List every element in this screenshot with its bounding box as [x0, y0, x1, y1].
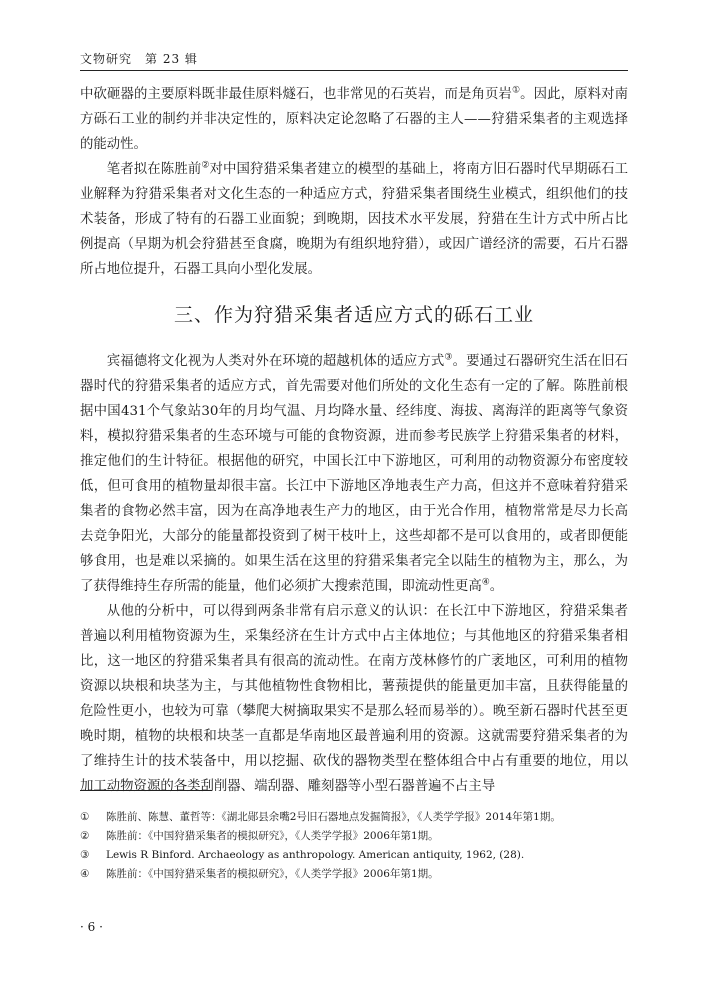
footnote-4-text: 陈胜前：《中国狩猎采集者的模拟研究》，《人类学学报》2006年第1期。: [106, 868, 439, 880]
paragraph-3: [80, 349, 628, 599]
footnote-2-mark: ②: [80, 830, 90, 842]
footnote-1-text: 陈胜前、陈慧、董哲等：《湖北郧县余嘴2号旧石器地点发掘简报》，《人类学学报》2014年第1期。: [106, 811, 561, 823]
paragraph-3-text: 宾福德将文化视为人类对外在环境的超越机体的适应方式: [106, 354, 445, 369]
footnote-ref-4[interactable]: ④: [481, 577, 490, 588]
footnote-3: [80, 846, 628, 865]
running-header: 文物研究 第 23 辑: [80, 52, 198, 66]
page-number: · 6 ·: [80, 920, 103, 934]
footnote-divider: [80, 790, 212, 791]
footnote-3-mark: ③: [80, 849, 90, 861]
paragraph-1: [80, 82, 628, 157]
footnote-4: [80, 865, 628, 884]
paragraph-4: [80, 599, 628, 799]
footnote-1: [80, 808, 628, 827]
body-text: [80, 82, 628, 799]
header-divider: [80, 70, 628, 71]
footnote-ref-3[interactable]: ③: [444, 352, 453, 363]
footnote-3-text: Lewis R Binford. Archaeology as anthropology. American antiquity, 1962, (28).: [106, 849, 525, 861]
footnote-4-mark: ④: [80, 868, 90, 880]
paragraph-1-tail: 。因此，原料对南方砾石工业的制约并非决定性的，原料决定论忽略了石器的主人——狩猎采集者的主观选择的能动性。: [80, 87, 629, 152]
paragraph-4-text: 从他的分析中，可以得到两条非常有启示意义的认识：在长江中下游地区，狩猎采集者普遍以利用植物资源为生，采集经济在生计方式中占主体地位；与其他地区的狩猎采集者相比，这一地区的狩猎采集者具有很高的流动性。在南方茂林修竹的广袤地区，可利用的植物资源以块根和块茎为主，与其他植物性食物相比，薯蓣提供的能量更加丰富，且获得能量的危险性更小，也较为可靠（攀爬大树摘取果实不是那么轻而易举的）。晚至新石器时代甚至更晚时期，植物的块根和块茎一直都是华南地区最普遍利用的资源。这就需要狩猎采集者的为了维持生计的技术装备中，用以挖掘、砍伐的器物类型在整体组合中占有重要的地位，用以加工动物资源的各类刮削器、端刮器、雕刻器等小型石器普遍不占主导: [80, 604, 628, 794]
footnote-2-text: 陈胜前：《中国狩猎采集者的模拟研究》，《人类学学报》2006年第1期。: [106, 830, 439, 842]
section-title: 三、作为狩猎采集者适应方式的砾石工业: [173, 304, 534, 326]
paragraph-3-tail: 。要通过石器研究生活在旧石器时代的狩猎采集者的适应方式，首先需要对他们所处的文化生态有一定的了解。陈胜前根据中国431个气象站30年的月均气温、月均降水量、经纬度、海拔、离海洋的距离等气象资料，模拟狩猎采集者的生态环境与可能的食物资源，进而参考民族学上狩猎采集者的材料，推定他们的生计特征。根据他的研究，中国长江中下游地区，可利用的动物资源分布密度较低，但可食用的植物量却很丰富。长江中下游地区净地表生产力高，但这并不意味着狩猎采集者的食物必然丰富，因为在高净地表生产力的地区，由于光合作用，植物常常是尽力长高去竞争阳光，大部分的能量都投资到了树干枝叶上，这些却都不是可以食用的，或者即便能够食用，也是难以采摘的。如果生活在这里的狩猎采集者完全以陆生的植物为主，那么，为了获得维持生存所需的能量，他们必须扩大搜索范围，即流动性更高: [80, 354, 629, 594]
footnote-1-mark: ①: [80, 811, 90, 823]
paragraph-3-end: 。: [489, 579, 504, 594]
footnote-2: [80, 827, 628, 846]
paragraph-2-text: 笔者拟在陈胜前: [106, 162, 202, 177]
footnotes: [80, 808, 628, 884]
paragraph-1-text: 中砍砸器的主要原料既非最佳原料燧石，也非常见的石英岩，而是角页岩: [80, 87, 512, 102]
paragraph-2-tail: 对中国狩猎采集者建立的模型的基础上，将南方旧石器时代早期砾石工业解释为狩猎采集者对文化生态的一种适应方式，狩猎采集者围绕生业模式，组织他们的技术装备，形成了特有的石器工业面貌；到晚期，因技术水平发展，狩猎在生计方式中所占比例提高（早期为机会狩猎甚至食腐，晚期为有组织地狩猎），或因广谱经济的需要，石片石器所占地位提升，石器工具向小型化发展。: [80, 162, 629, 277]
paragraph-2: [80, 157, 628, 282]
footnote-ref-2[interactable]: ②: [201, 160, 210, 171]
footnote-ref-1[interactable]: ①: [511, 85, 521, 96]
